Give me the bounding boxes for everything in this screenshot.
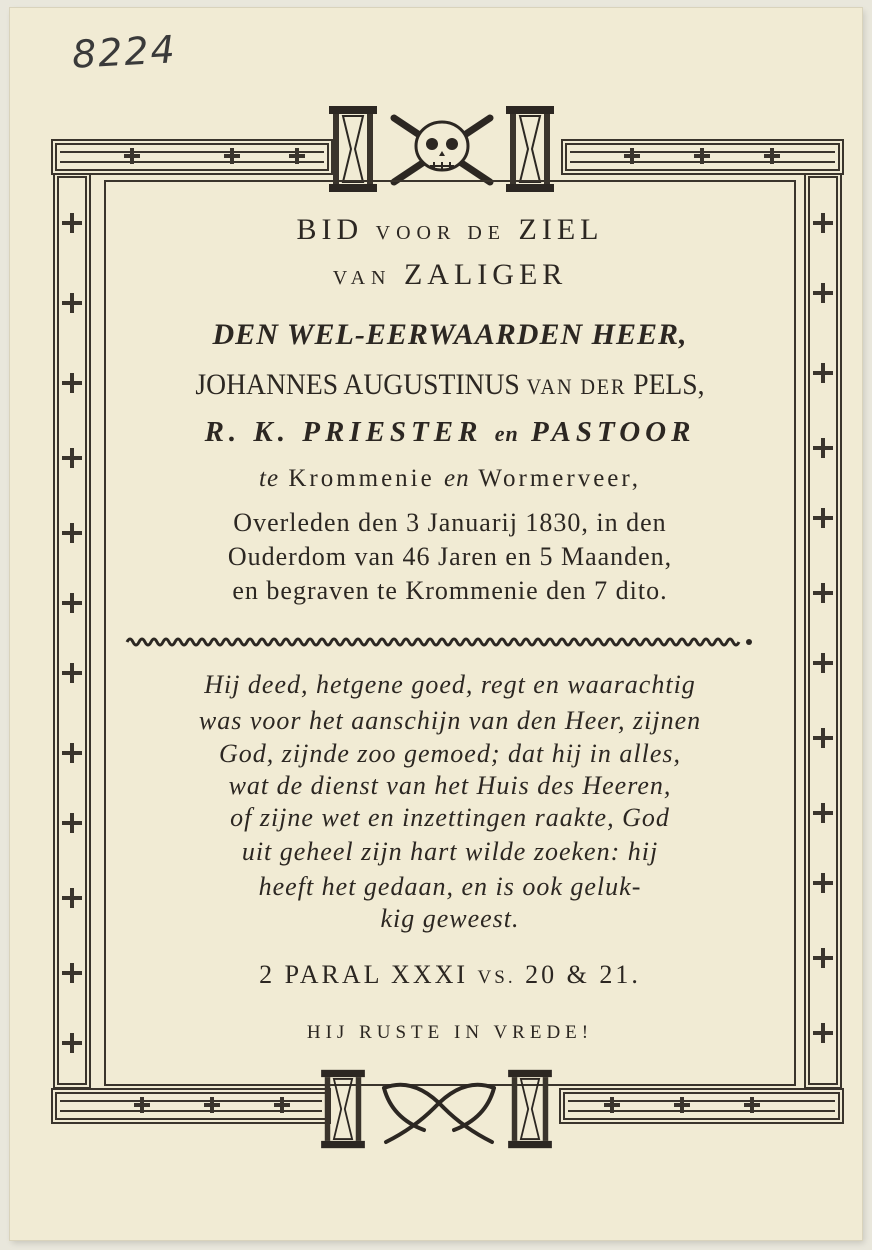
heading-small-words: VOOR DE (375, 222, 507, 244)
heading-word: ZIEL (518, 213, 604, 246)
reference-vs: VS. (477, 967, 516, 988)
archive-number: 8224 (70, 27, 178, 77)
title-line: DEN WEL-EERWAARDEN HEER, (212, 318, 688, 351)
reference-number: 2 (259, 960, 276, 989)
heading-small-words: VAN (332, 267, 392, 289)
parish-place-1: Krommenie (288, 465, 435, 492)
memorial-card (10, 8, 862, 1240)
reference-chapter: XXXI (391, 960, 469, 989)
verse-line: uit geheel zijn hart wilde zoeken: hij (241, 837, 659, 866)
parish-line (110, 465, 790, 493)
parish-mid: en (443, 465, 470, 492)
heading-word: ZALIGER (403, 258, 568, 291)
office-part-1: R. K. PRIESTER (204, 416, 483, 448)
hourglass-icon (317, 1068, 369, 1150)
hourglass-icon (504, 1068, 556, 1150)
given-names: JOHANNES AUGUSTINUS (195, 368, 520, 401)
parish-place-2: Wormerveer, (478, 465, 641, 492)
verse-line: wat de dienst van het Huis des Heeren, (228, 771, 672, 800)
age-line: Ouderdom van 46 Jaren en 5 Maanden, (227, 542, 673, 571)
death-date-line: Overleden den 3 Januarij 1830, in den (233, 508, 667, 537)
closing-prayer: HIJ RUSTE IN VREDE! (306, 1022, 594, 1043)
heading-word: BID (296, 213, 364, 246)
deceased-name (137, 368, 763, 402)
surname: PELS, (633, 368, 705, 401)
crossed-scythes-icon (374, 1068, 504, 1150)
verse-line: was voor het aanschijn van den Heer, zijnen (198, 706, 702, 735)
heading-line-2 (110, 258, 790, 292)
verse-line: of zijne wet en inzettingen raakte, God (230, 803, 670, 832)
verse-line: Hij deed, hetgene goed, regt en waarachtig (204, 670, 696, 699)
frame-right-border (803, 173, 843, 1088)
verse-line: heeft het gedaan, en is ook geluk- (258, 872, 642, 901)
heading-line-1 (110, 213, 790, 247)
frame-left-border (52, 173, 92, 1088)
burial-line: en begraven te Krommenie den 7 dito. (232, 576, 668, 605)
verse-line: God, zijnde zoo gemoed; dat hij in alles, (218, 739, 681, 768)
wavy-divider (125, 635, 755, 649)
parish-pre: te (259, 465, 280, 492)
inner-border (104, 180, 796, 1086)
reference-book: PARAL (284, 960, 382, 989)
office-part-2: PASTOOR (530, 416, 696, 448)
verse-line: kig geweest. (380, 904, 520, 933)
name-particle: VAN DER (526, 374, 627, 399)
office-line (110, 416, 790, 449)
office-conjunction: en (494, 421, 519, 446)
reference-verses: 20 & 21. (525, 960, 641, 989)
scripture-reference (110, 960, 790, 990)
